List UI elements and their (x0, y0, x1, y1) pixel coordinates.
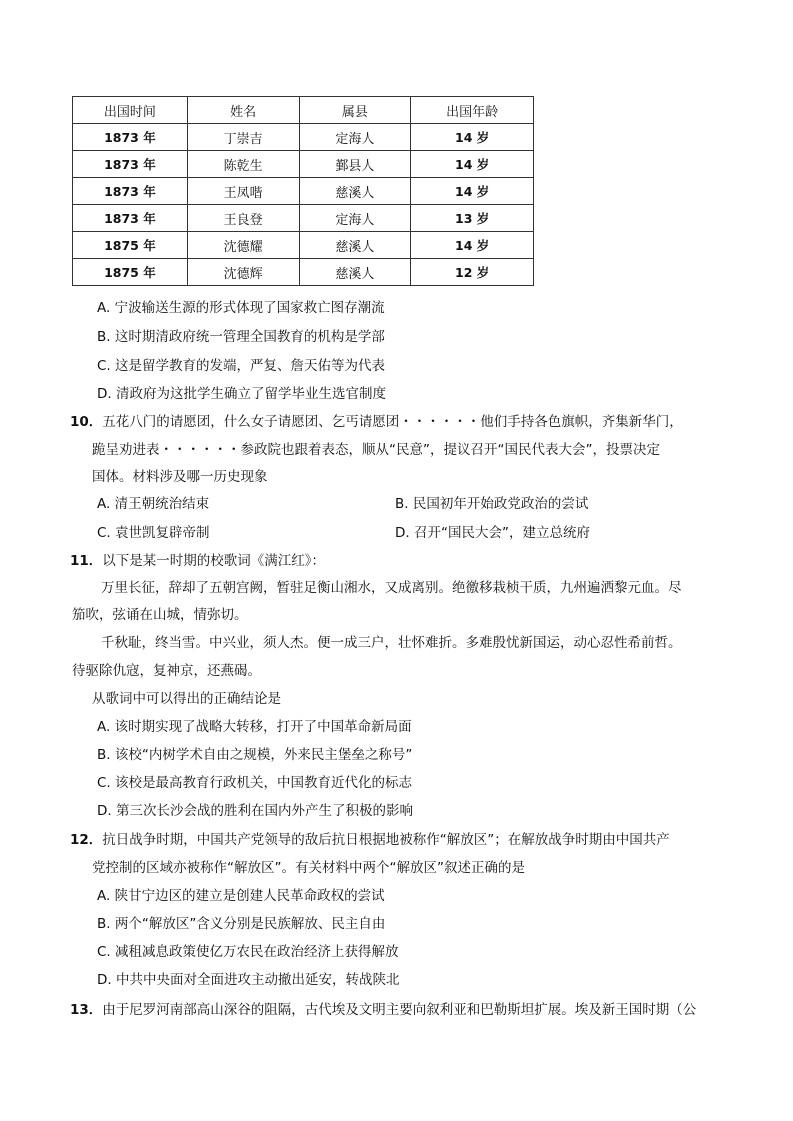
q13-stem-text: 由于尼罗河南部高山深谷的阻隔，古代埃及文明主要向叙利亚和巴勒斯坦扩展。埃及新王国时期（公 (102, 1002, 697, 1018)
q11-lyric-line-2: 笳吹，弦诵在山城，情弥切。 (72, 607, 248, 623)
q9-option-b[interactable]: B. 这时期清政府统一管理全国教育的机构是学部 (97, 329, 385, 345)
table-row (73, 178, 534, 205)
cell-county: 慈溪人 (299, 259, 411, 286)
cell-county: 慈溪人 (299, 178, 411, 205)
table-row (73, 151, 534, 178)
cell-age: 14 岁 (411, 124, 534, 151)
q11-option-d[interactable]: D. 第三次长沙会战的胜利在国内外产生了积极的影响 (97, 803, 413, 819)
table-row (73, 232, 534, 259)
q11-lyric-line-4: 待驱除仇寇，复神京，还燕碣。 (72, 663, 261, 679)
cell-age: 13 岁 (411, 205, 534, 232)
cell-age: 14 岁 (411, 178, 534, 205)
cell-name: 沈德辉 (187, 259, 299, 286)
q13-stem-line-1 (70, 998, 696, 1018)
cell-name: 王良登 (187, 205, 299, 232)
cell-year: 1873 年 (73, 178, 188, 205)
cell-year: 1873 年 (73, 151, 188, 178)
q9-option-a[interactable]: A. 宁波输送生源的形式体现了国家救亡图存潮流 (97, 300, 385, 316)
q12-number: 12． (70, 832, 103, 848)
q10-number: 10． (70, 414, 103, 430)
header-name: 姓名 (187, 97, 299, 124)
q11-option-a[interactable]: A. 该时期实现了战略大转移，打开了中国革命新局面 (97, 719, 412, 735)
cell-year: 1875 年 (73, 259, 188, 286)
students-table (72, 96, 534, 286)
cell-county: 定海人 (299, 124, 411, 151)
q10-option-b[interactable]: B. 民国初年开始政党政治的尝试 (395, 496, 589, 512)
q12-stem-line-2: 党控制的区域亦被称作“解放区”。有关材料中两个“解放区”叙述正确的是 (92, 860, 525, 876)
cell-county: 定海人 (299, 205, 411, 232)
q10-option-c[interactable]: C. 袁世凯复辟帝制 (97, 525, 210, 541)
q11-option-c[interactable]: C. 该校是最高教育行政机关，中国教育近代化的标志 (97, 775, 413, 791)
q10-stem-line-1 (70, 410, 683, 430)
cell-name: 沈德耀 (187, 232, 299, 259)
cell-age: 14 岁 (411, 232, 534, 259)
q12-option-c[interactable]: C. 减租减息政策使亿万农民在政治经济上获得解放 (97, 944, 399, 960)
q11-number: 11． (70, 553, 103, 569)
q11-stem (70, 549, 325, 569)
q9-option-c[interactable]: C. 这是留学教育的发端，严复、詹天佑等为代表 (97, 358, 386, 374)
q11-lyric-line-1: 万里长征，辞却了五朝宫阙，暂驻足衡山湘水，又成离别。绝徼移栽桢干质，九州遍洒黎元血。尽 (101, 580, 682, 596)
q12-option-d[interactable]: D. 中共中央面对全面进攻主动撤出延安，转战陕北 (97, 972, 400, 988)
q10-stem-line-2: 跪呈劝进表・・・・・・参政院也跟着表态，顺从“民意”，提议召开“国民代表大会”，投票决定 (92, 442, 660, 458)
header-departure-time: 出国时间 (73, 97, 188, 124)
q10-stem-line-3: 国体。材料涉及哪一历史现象 (92, 469, 268, 485)
q9-option-d[interactable]: D. 清政府为这批学生确立了留学毕业生选官制度 (97, 386, 386, 402)
cell-year: 1873 年 (73, 205, 188, 232)
q11-lyric-line-3: 千秋耻，终当雪。中兴业，须人杰。便一成三户，壮怀难折。多难殷忧新国运，动心忍性希前哲。 (101, 635, 682, 651)
q12-stem-line-1 (70, 828, 670, 848)
q10-option-a[interactable]: A. 清王朝统治结束 (97, 496, 210, 512)
header-county: 属县 (299, 97, 411, 124)
q10-stem-text: 五花八门的请愿团，什么女子请愿团、乞丐请愿团・・・・・・他们手持各色旗帜，齐集新华门， (102, 414, 683, 430)
q12-option-a[interactable]: A. 陕甘宁边区的建立是创建人民革命政权的尝试 (97, 888, 385, 904)
cell-county: 鄞县人 (299, 151, 411, 178)
cell-year: 1875 年 (73, 232, 188, 259)
cell-name: 陈乾生 (187, 151, 299, 178)
q11-stem-text: 以下是某一时期的校歌词《满江红》： (102, 553, 326, 569)
q11-option-b[interactable]: B. 该校“内树学术自由之规模，外来民主堡垒之称号” (97, 747, 413, 763)
table-header-row (73, 97, 534, 124)
q13-number: 13． (70, 1002, 103, 1018)
cell-name: 丁崇吉 (187, 124, 299, 151)
header-age: 出国年龄 (411, 97, 534, 124)
cell-name: 王凤喈 (187, 178, 299, 205)
cell-year: 1873 年 (73, 124, 188, 151)
q11-ask: 从歌词中可以得出的正确结论是 (92, 691, 281, 707)
table-row (73, 124, 534, 151)
cell-age: 14 岁 (411, 151, 534, 178)
cell-age: 12 岁 (411, 259, 534, 286)
table-row (73, 205, 534, 232)
q12-stem-text: 抗日战争时期，中国共产党领导的敌后抗日根据地被称作“解放区”；在解放战争时期由中国共产 (102, 832, 670, 848)
q10-option-d[interactable]: D. 召开“国民大会”，建立总统府 (395, 525, 590, 541)
cell-county: 慈溪人 (299, 232, 411, 259)
q12-option-b[interactable]: B. 两个“解放区”含义分别是民族解放、民主自由 (97, 916, 386, 932)
table-row (73, 259, 534, 286)
